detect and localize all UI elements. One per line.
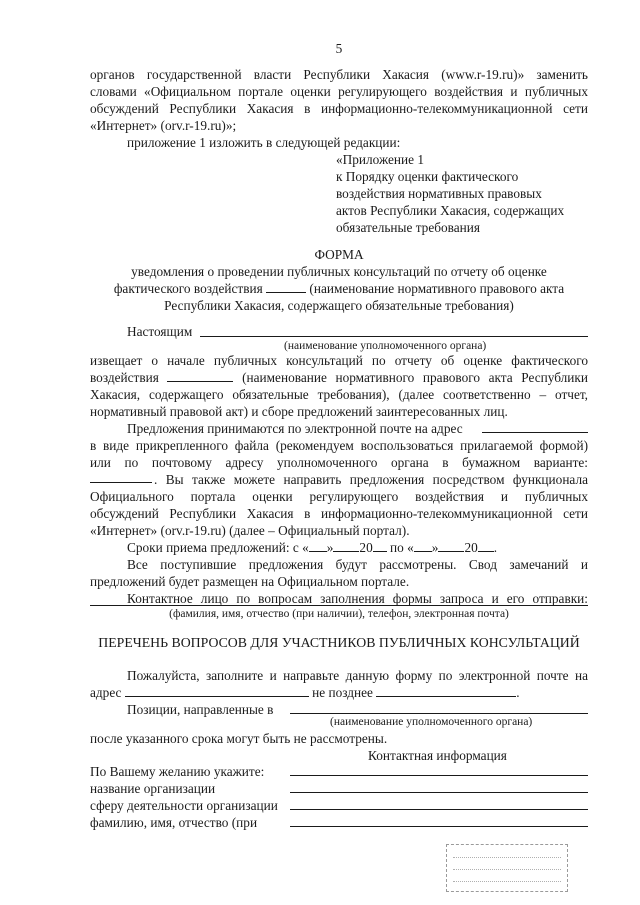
intro-line-5: приложение 1 изложить в следующей редакции: [127, 135, 401, 150]
proposals-line-3: или по почтовому адресу уполномоченного органа в бумажном варианте: [90, 455, 588, 470]
questions-period: . [516, 685, 520, 700]
deadline-to-year-prefix: 20 [464, 540, 478, 555]
field-label-1: По Вашему желанию укажите: [90, 764, 265, 779]
field-label-2: название организации [90, 781, 216, 796]
act-blank-line [266, 280, 306, 293]
proposals-line-4: . Вы также можете направить предложения посредством функционала [154, 472, 588, 487]
appendix-header-line-4: актов Республики Хакасия, содержащих [336, 203, 565, 218]
deadline-to-quote: » [431, 540, 439, 555]
deadline-line [127, 539, 625, 556]
intro-line-4: «Интернет» (orv.r-19.ru)»; [90, 118, 237, 133]
email-blank-line [482, 432, 588, 433]
org-name-line [200, 336, 588, 337]
notice-line-1: извещает о начале публичных консультаций по отчету об оценке фактического [90, 353, 588, 368]
org-caption: (наименование уполномоченного органа) [284, 340, 487, 352]
contact-info-label: Контактная информация [368, 748, 507, 763]
intro-line-2: словами «Официальном портале оценки регулирующего воздействия и публичных [90, 84, 588, 99]
deadline-to-label: по « [390, 540, 414, 555]
proposals-line-6: обсуждений Республики Хакасия в информационно-телекоммуникационной сети [90, 506, 588, 521]
postal-blank-line [90, 482, 152, 483]
proposals-line-5: Официального портала оценки регулирующего воздействия и публичных [90, 489, 588, 504]
proposals-line-1: Предложения принимаются по электронной почте на адрес [127, 421, 463, 436]
review-line-2: предложений будет размещен на Официальном портале. [90, 574, 410, 589]
act-blank-line-2 [167, 369, 233, 382]
form-subtitle-line-2b: (наименование нормативного правового акта [309, 281, 565, 296]
proposals-line-7: «Интернет» (orv.r-19.ru) (далее – Официальный портал). [90, 523, 410, 538]
field-line-4 [290, 826, 588, 827]
form-subtitle-line-2a: фактического воздействия [113, 281, 263, 296]
notice-line-3: Хакасия, содержащего обязательные требования), (далее соответственно – отчет, [90, 387, 588, 402]
deadline-to-year-blank [478, 539, 494, 552]
deadline-from-month-blank [333, 539, 359, 552]
deadline-from-label: Сроки приема предложений: с « [127, 540, 309, 555]
deadline-to-month-blank [438, 539, 464, 552]
deadline-period: . [493, 540, 498, 555]
stamp-mark [446, 844, 568, 892]
questions-line-1: Пожалуйста, заполните и направьте данную форму по электронной почте на [127, 668, 588, 683]
questions-line-4: после указанного срока могут быть не рассмотрены. [90, 731, 388, 746]
deadline-from-quote: » [326, 540, 334, 555]
form-subtitle-line-1: уведомления о проведении публичных консультаций по отчету об оценке [131, 264, 547, 279]
hereby-label: Настоящим [127, 324, 193, 339]
form-title: ФОРМА [314, 247, 364, 262]
notice-line-2b: (наименование нормативного правового акта Республики [242, 370, 588, 385]
questions-line-2 [90, 684, 588, 701]
form-subtitle-line-3: Республики Хакасия, содержащего обязательные требования) [164, 298, 514, 313]
appendix-header-line-2: к Порядку оценки фактического [336, 169, 519, 184]
field-line-1 [290, 775, 588, 776]
review-line-1: Все поступившие предложения будут рассмотрены. Свод замечаний и [127, 557, 588, 572]
contact-line-1: Контактное лицо по вопросам заполнения формы запроса и его отправки: [127, 591, 588, 606]
deadline-from-year-blank [373, 539, 387, 552]
proposals-line-2: в виде прикрепленного файла (рекомендуем воспользоваться прилагаемой формой) [90, 438, 588, 453]
address-blank-line [125, 684, 309, 697]
date-blank-line [376, 684, 516, 697]
deadline-from-day-blank [309, 539, 327, 552]
appendix-header-line-5: обязательные требования [336, 220, 480, 235]
deadline-to-day-blank [414, 539, 432, 552]
not-later-label: не позднее [312, 685, 373, 700]
intro-line-1: органов государственной власти Республики Хакасия (www.r-19.ru)» заменить [90, 67, 588, 82]
questions-heading: ПЕРЕЧЕНЬ ВОПРОСОВ ДЛЯ УЧАСТНИКОВ ПУБЛИЧНЫХ КОНСУЛЬТАЦИЙ [98, 635, 580, 650]
questions-line-3: Позиции, направленные в [127, 702, 274, 717]
field-line-3 [290, 809, 588, 810]
field-line-2 [290, 792, 588, 793]
page-number: 5 [335, 41, 343, 56]
field-label-3: сферу деятельности организации [90, 798, 278, 813]
notice-line-2 [90, 369, 588, 386]
org-caption-2: (наименование уполномоченного органа) [330, 716, 533, 728]
contact-caption: (фамилия, имя, отчество (при наличии), телефон, электронная почта) [169, 608, 509, 620]
form-subtitle-line-2 [90, 280, 588, 297]
notice-line-2a: воздействия [90, 370, 159, 385]
notice-line-4: нормативный правовой акт) и сборе предложений заинтересованных лиц. [90, 404, 508, 419]
field-label-4: фамилию, имя, отчество (при [90, 815, 258, 830]
intro-line-3: обсуждений Республики Хакасия в информационно-телекоммуникационной сети [90, 101, 588, 116]
appendix-header-line-1: «Приложение 1 [336, 152, 424, 167]
appendix-header-line-3: воздействия нормативных правовых [336, 186, 542, 201]
deadline-from-year-prefix: 20 [359, 540, 373, 555]
address-label: адрес [90, 685, 122, 700]
